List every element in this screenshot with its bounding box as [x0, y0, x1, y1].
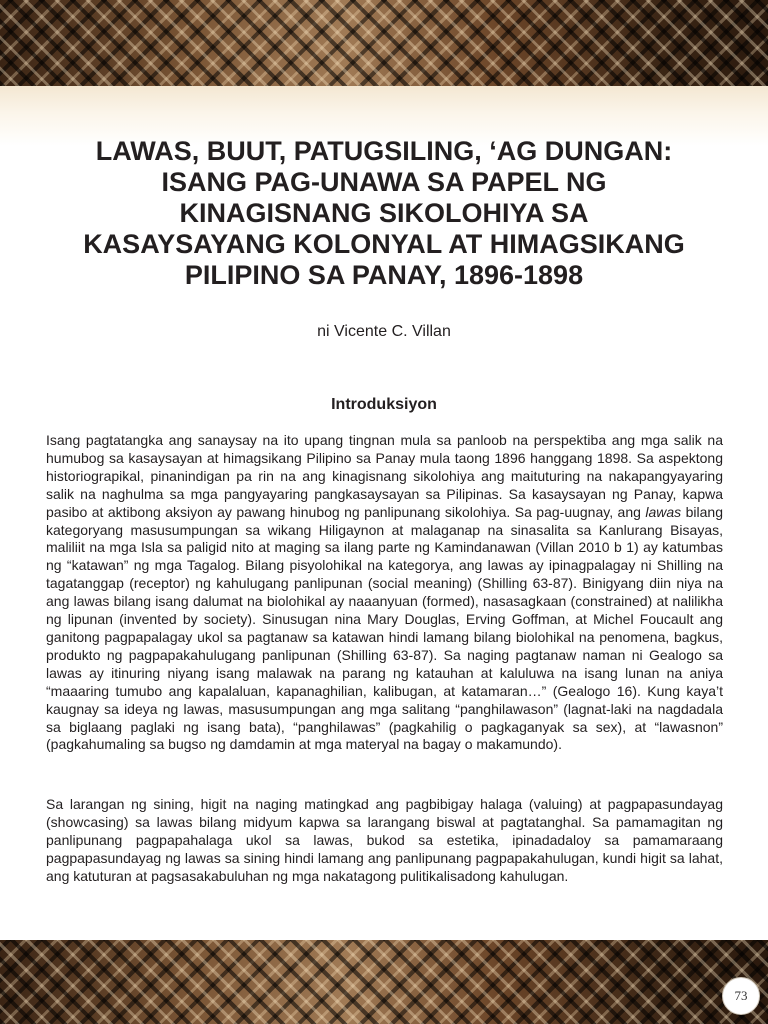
body-paragraph-2: Sa larangan ng sining, higit na naging matingkad ang pagbibigay halaga (valuing) at pagpapasundayag (showcasing) sa lawas bilang midyum kapwa sa larangang biswal at pagtatanghal. Sa pamamagitan ng panlipunang pagpapahalaga ukol sa lawas, bukod sa estetika, ipinadadaloy sa pamamaraang pagpapasundayag ng lawas sa sining hindi lamang ang panlipunang pagpapakahulugan, kundi higit sa lahat, ang katuturan at pagsasakabuluhan ng mga nakatagong pulitikalisadong kahulugan. [46, 796, 723, 884]
title-line: PILIPINO SA PANAY, 1896-1898 [184, 260, 584, 290]
woven-header-banner [0, 0, 768, 86]
italic-term: lawas [645, 503, 682, 520]
body-paragraph-1 [46, 432, 723, 754]
article-title [30, 136, 738, 291]
page-number-badge: 73 [722, 977, 760, 1015]
paragraph-text: bilang kategoryang masusumpungan sa wikang Hiligaynon at malaganap na sinasalita sa Kanlurang Bisayas, maliliit na mga Isla sa paligid nito at maging sa ilang parte ng Kamindanawan (Villan 2010 b 1) ay katumbas ng “katawan” ng mga Tagalog. Bilang pisyolohikal na kategorya, ang lawas ay ipinagpalagay ni Shilling na tagatanggap (receptor) ng kahulugang panlipunan (social meaning) (Shilling 63-87). Binigyang diin niya na ang lawas bilang isang dalumat na biolohikal ay naaanyuan (formed), nasasagkaan (constrained) at nalilikha ng lipunan (invented by society). Sinusugan nina Mary Douglas, Erving Goffman, at Michel Foucault ang ganitong pagpapalagay ukol sa pagtanaw sa katawan hindi lamang bilang biolohikal na penomena, bagkus, produkto ng pagpapakahulugang panlipunan (Shilling 63-87). Sa naging pagtanaw naman ni Gealogo sa lawas ay itinuring niyang isang malawak na parang ng katauhan at kaluluwa na isang lunan na aniya “maaaring tumubo ang kapalaluan, kapanaghilian, kalibugan, at katamaran…” (Gealogo 16). Kung kaya’t kaugnay sa ideya ng lawas, masusumpungan ang mga salitang “panghilawason” (lagnat-laki na nagdadala sa biglaang paglaki ng isang bata), “panghilawas” (pagkahilig o pagkaganyak sa sex), at “lawasnon” (pagkahumaling sa bugso ng damdamin at mga materyal na bagay o makamundo). [46, 503, 723, 753]
author-byline: ni Vicente C. Villan [317, 323, 451, 340]
woven-footer-banner [0, 940, 768, 1024]
title-line: KASAYSAYANG KOLONYAL AT HIMAGSIKANG [83, 229, 685, 259]
title-line: ISANG PAG-UNAWA SA PAPEL NG [161, 167, 607, 197]
paragraph-text: Isang pagtatangka ang sanaysay na ito upang tingnan mula sa panloob na perspektiba ang mga salik na humubog sa kasaysayan at himagsikang Pilipino sa Panay mula taong 1896 hanggang 1898. Sa aspektong historiograpikal, pinanindigan pa rin na ang kinagisnang sikolohiya ang maituturing na nakapangyayaring salik na naghulma sa mga pangyayaring pangkasaysayan sa Pilipinas. Sa kasaysayan ng Panay, kapwa pasibo at aktibong aksiyon ay pawang hinubog ng panlipunang sikolohiya. Sa pag-uugnay, ang [46, 432, 723, 520]
section-heading: Introduksiyon [331, 396, 437, 413]
title-line: LAWAS, BUUT, PATUGSILING, ‘AG DUNGAN: [95, 136, 673, 166]
title-line: KINAGISNANG SIKOLOHIYA SA [179, 198, 589, 228]
